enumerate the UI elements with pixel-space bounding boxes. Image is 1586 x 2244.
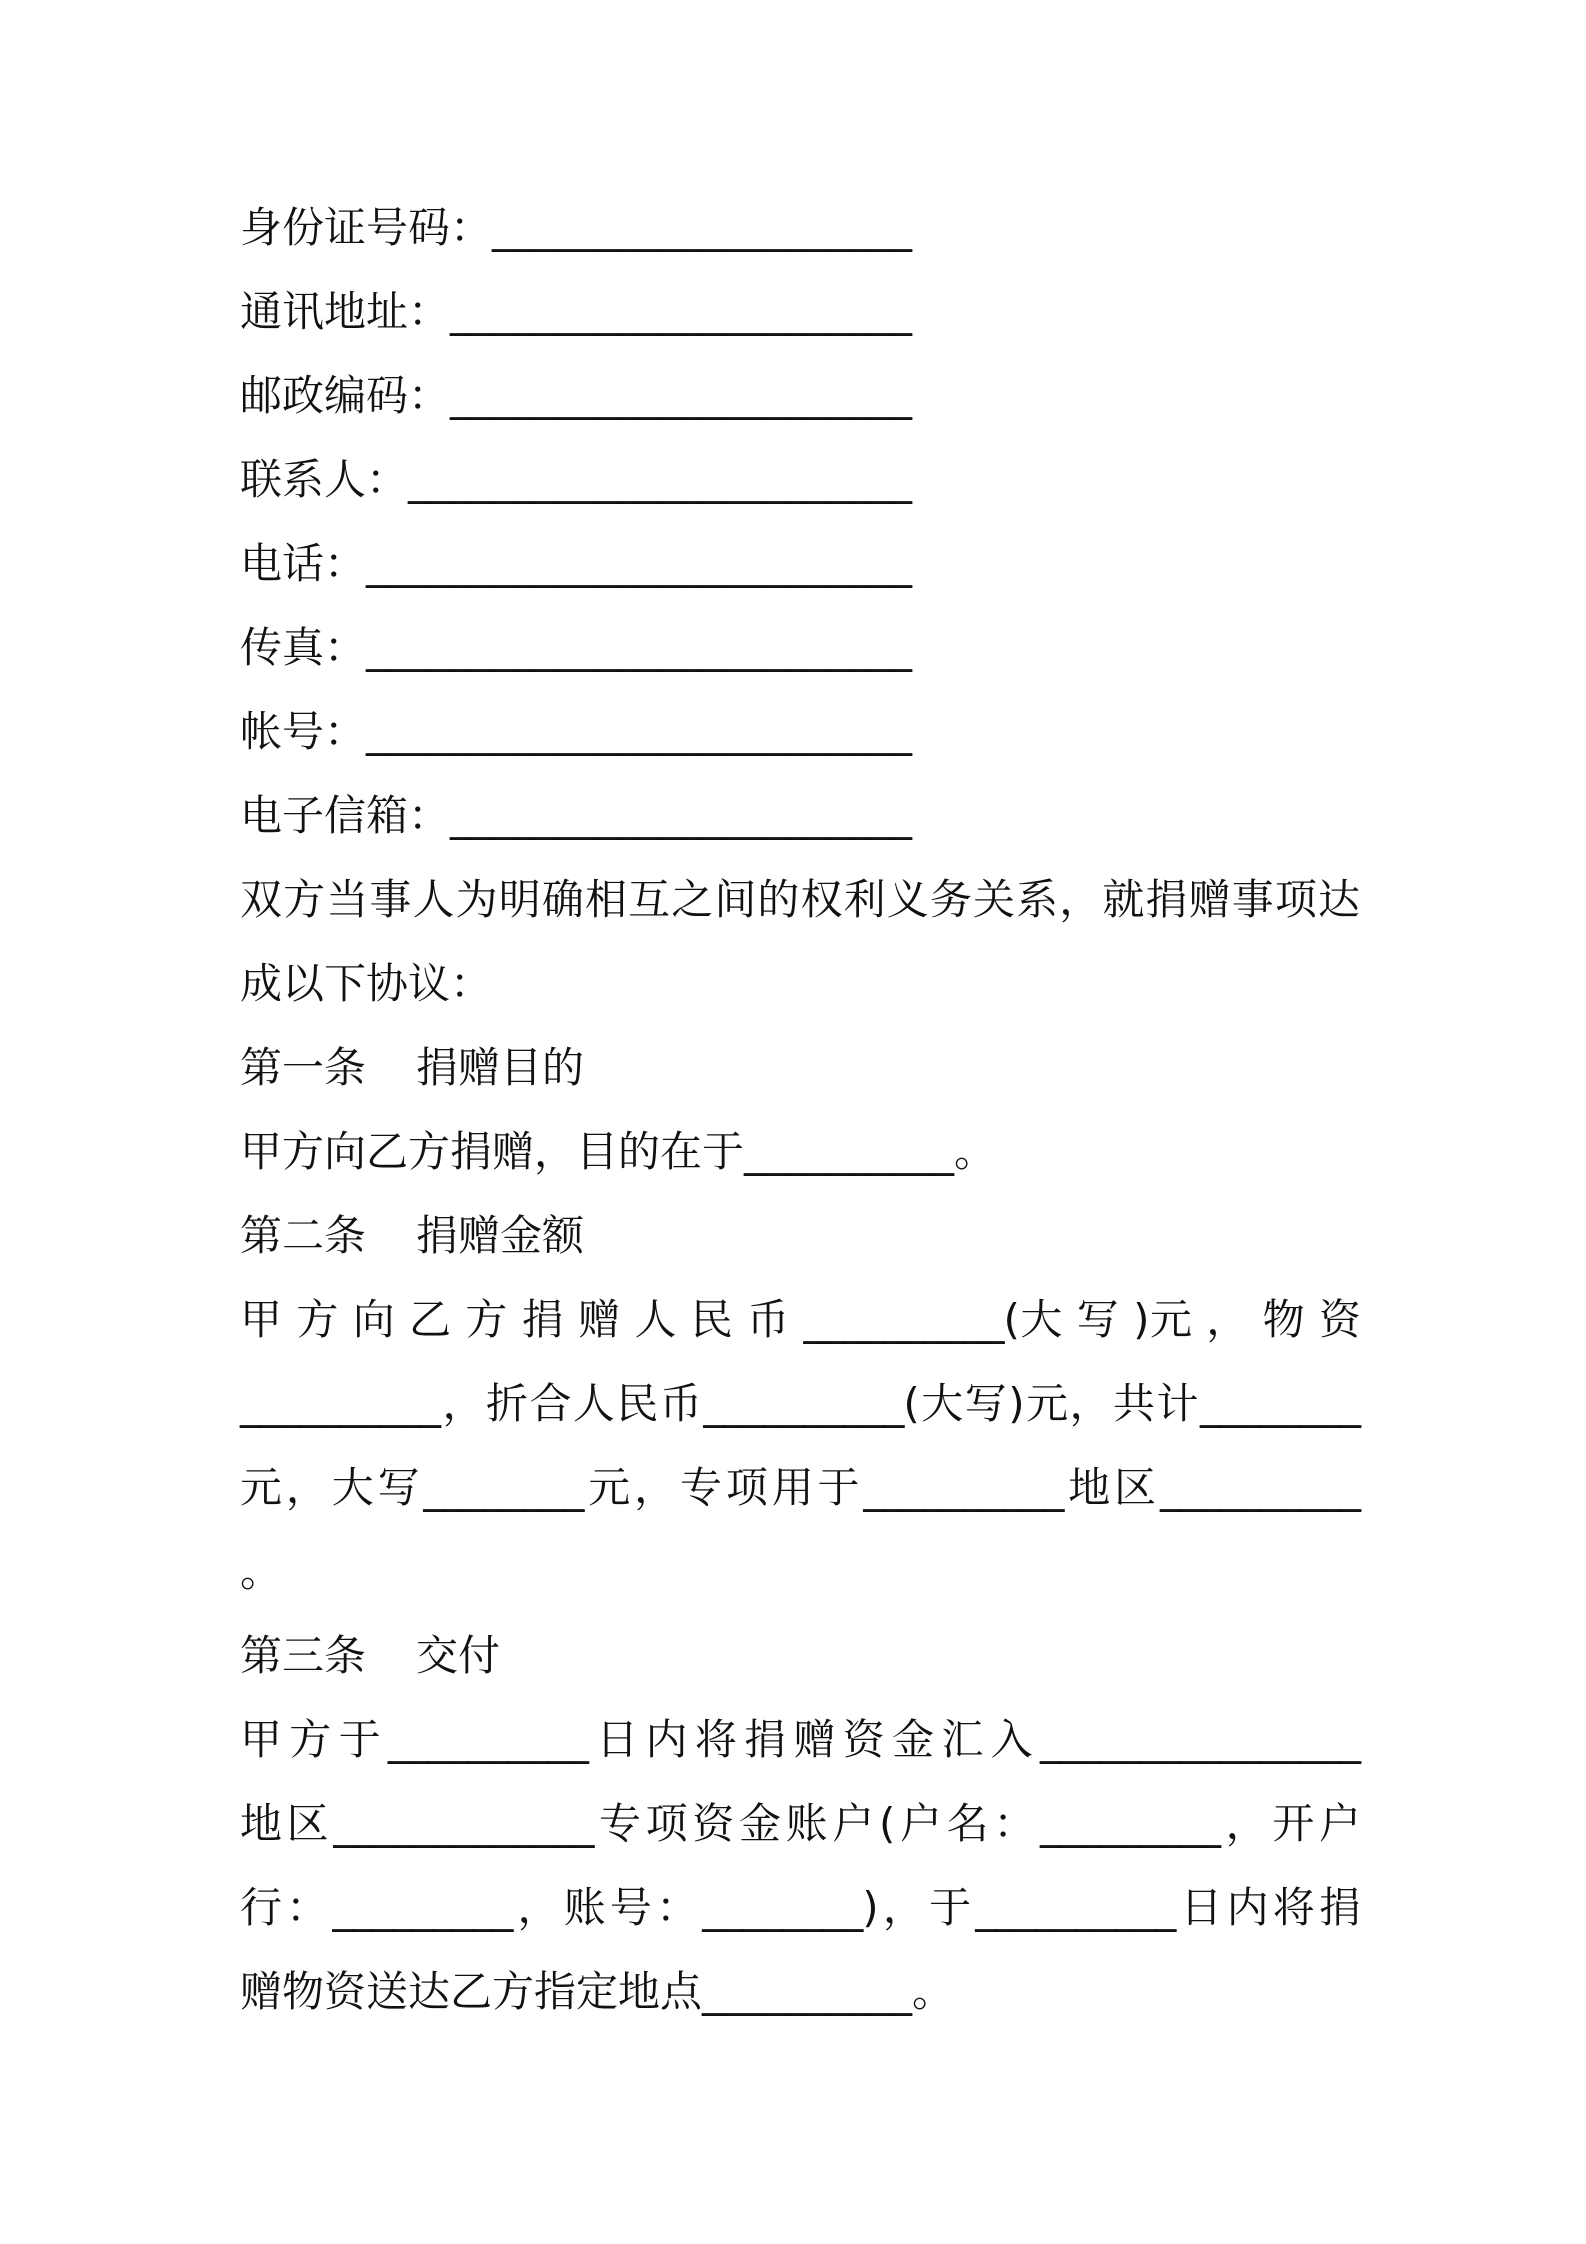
postal-code-field <box>240 366 1360 426</box>
article-3-heading <box>240 1626 1360 1686</box>
field-blank: ________________________ <box>408 455 913 504</box>
field-label: 邮政编码： <box>240 371 451 420</box>
id-number-field <box>240 198 1360 258</box>
article-title: 捐赠目的 <box>416 1043 585 1092</box>
intro-line-1: 双方当事人为明确相互之间的权利义务关系，就捐赠事项达 <box>240 875 1360 924</box>
article-1-body: 甲方向乙方捐赠，目的在于__________。 <box>240 1127 997 1176</box>
contact-person-field <box>240 450 1360 510</box>
phone-field <box>240 534 1360 594</box>
field-blank: ______________________ <box>450 287 913 336</box>
field-blank: ______________________ <box>450 371 913 420</box>
article-number: 第一条 <box>240 1043 367 1092</box>
field-blank: ____________________ <box>492 203 913 252</box>
article-3-line-2: 地区_____________专项资金账户(户名：_________，开户 <box>240 1799 1360 1848</box>
contract-page <box>240 0 1360 2244</box>
article-2-line-4: 。 <box>240 1547 283 1596</box>
article-2-heading <box>240 1206 1360 1266</box>
article-title: 捐赠金额 <box>416 1211 585 1260</box>
email-field <box>240 786 1360 846</box>
field-blank: __________________________ <box>366 539 913 588</box>
article-3-line-1: 甲方于__________日内将捐赠资金汇入________________ <box>240 1715 1360 1764</box>
article-2-line-3: 元，大写________元，专项用于__________地区__________ <box>240 1463 1360 1512</box>
article-2-line-1: 甲 方 向 乙 方 捐 赠 人 民 币 __________(大 写 )元 ， 物 资 <box>240 1295 1360 1344</box>
field-label: 帐号： <box>240 707 367 756</box>
article-title: 交付 <box>416 1631 501 1680</box>
field-label: 身份证号码： <box>240 203 493 252</box>
address-field <box>240 282 1360 342</box>
intro-line-2: 成以下协议： <box>240 959 493 1008</box>
article-number: 第三条 <box>240 1631 367 1680</box>
field-label: 传真： <box>240 623 367 672</box>
field-label: 电子信箱： <box>240 791 451 840</box>
article-number: 第二条 <box>240 1211 367 1260</box>
fax-field <box>240 618 1360 678</box>
article-1-heading <box>240 1038 1360 1098</box>
field-blank: ______________________ <box>450 791 913 840</box>
account-field <box>240 702 1360 762</box>
field-label: 联系人： <box>240 455 409 504</box>
article-2-line-2: __________，折合人民币__________(大写)元，共计________ <box>240 1379 1360 1428</box>
field-label: 电话： <box>240 539 367 588</box>
field-blank: __________________________ <box>366 707 913 756</box>
field-blank: __________________________ <box>366 623 913 672</box>
article-3-line-4: 赠物资送达乙方指定地点__________。 <box>240 1967 955 2016</box>
field-label: 通讯地址： <box>240 287 451 336</box>
article-3-line-3: 行：_________，账号：________)，于__________日内将捐 <box>240 1883 1360 1932</box>
